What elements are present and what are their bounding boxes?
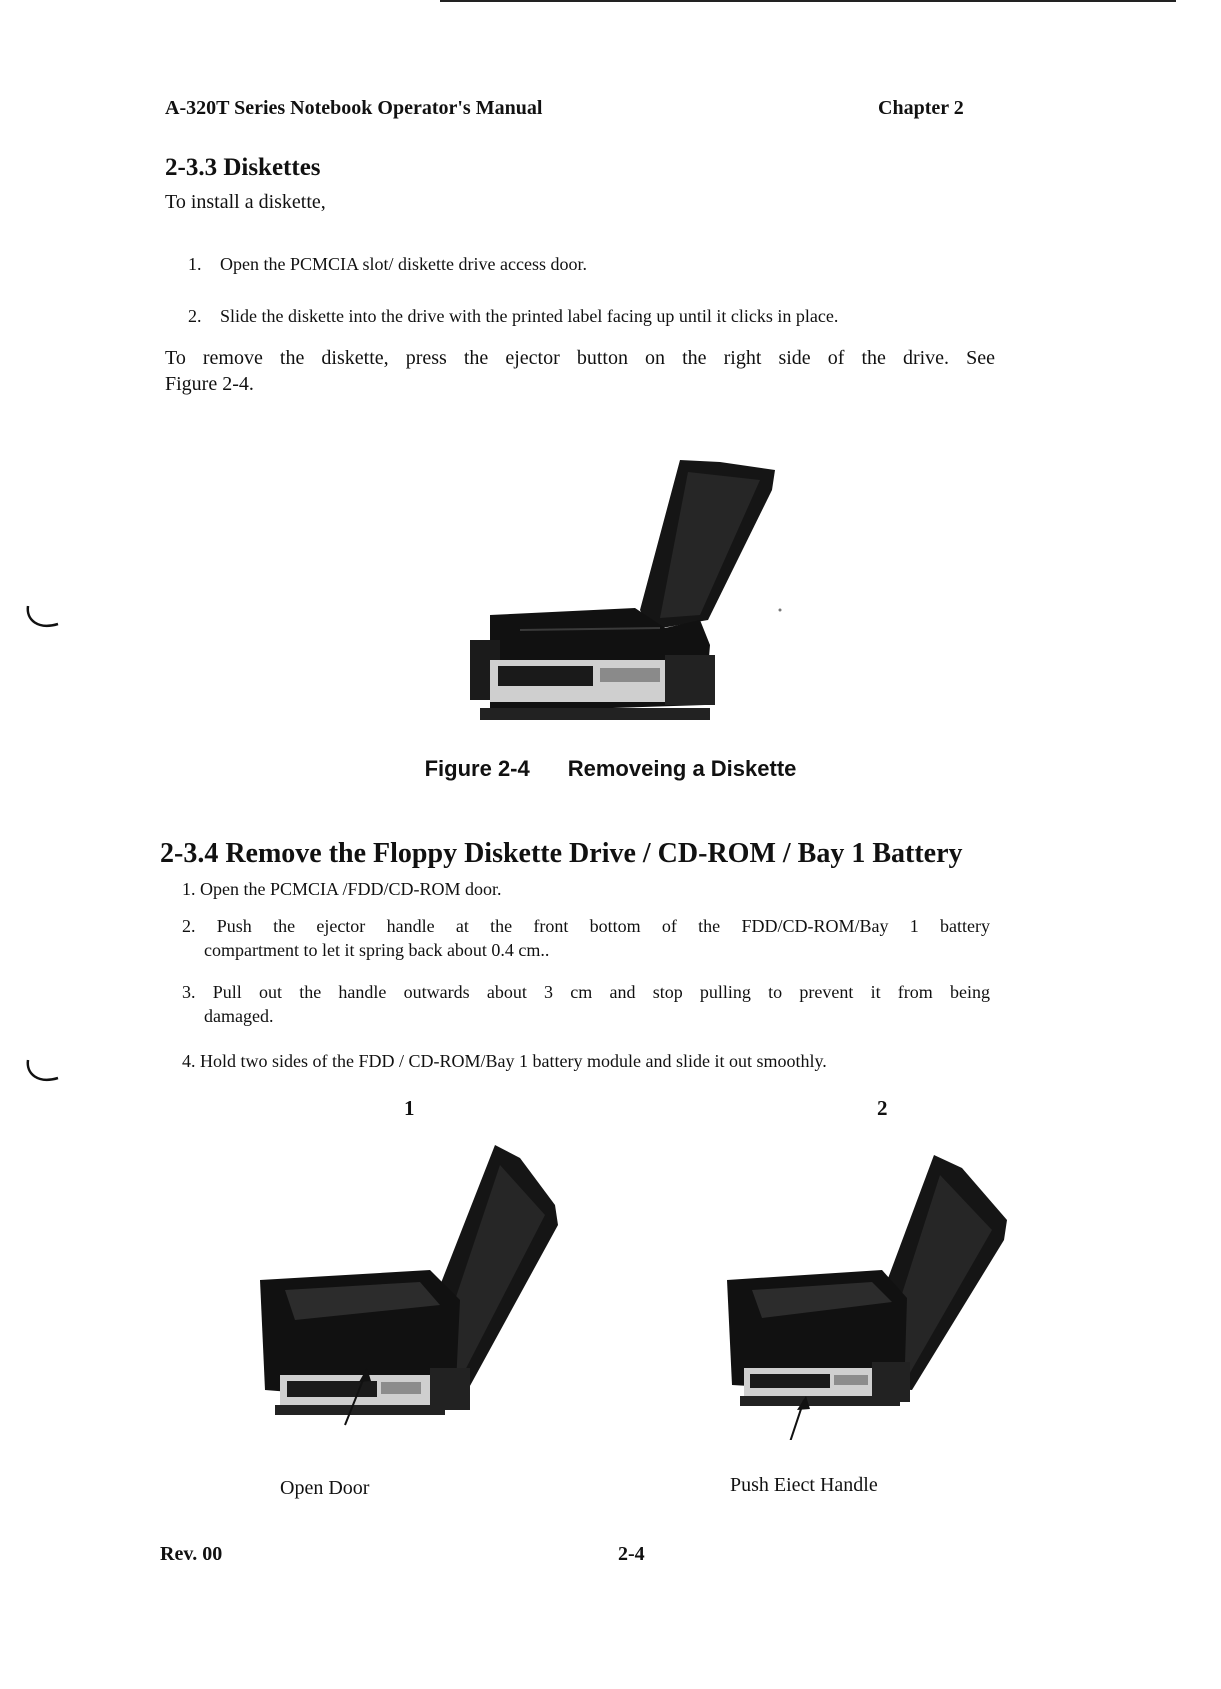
step-text: Hold two sides of the FDD / CD-ROM/Bay 1 battery module and slide it out smoothly.	[200, 1051, 827, 1071]
chapter-label: Chapter 2	[878, 97, 964, 119]
manual-title: A-320T Series Notebook Operator's Manual	[165, 97, 543, 119]
top-rule	[440, 0, 1176, 2]
list-item	[182, 980, 990, 1028]
page-number: 2-4	[618, 1543, 645, 1565]
step-figure-number-1: 1	[404, 1096, 415, 1120]
step-figure-label-2: Push Eiect Handle	[730, 1474, 878, 1496]
figure-caption	[0, 756, 1221, 782]
step-number: 1.	[188, 254, 202, 274]
binder-mark-icon	[24, 604, 64, 634]
step-text-continued: compartment to let it spring back about 0.4 cm..	[204, 940, 550, 960]
step-number: 1.	[182, 879, 196, 899]
step-number: 4.	[182, 1051, 196, 1071]
binder-mark-icon	[24, 1058, 64, 1088]
laptop-push-eject-photo	[722, 1150, 1022, 1440]
list-item	[188, 252, 587, 276]
figure-title: Removeing a Diskette	[567, 756, 797, 781]
laptop-diskette-photo	[460, 450, 790, 725]
section-heading-diskettes: 2-3.3 Diskettes	[165, 154, 321, 181]
remove-line-1: To remove the diskette, press the ejector button on the right side of the drive. See	[165, 347, 995, 369]
step-text: Pull out the handle outwards about 3 cm and stop pulling to prevent it from being	[212, 982, 991, 1002]
list-item	[182, 1049, 827, 1073]
list-item	[188, 304, 838, 328]
revision-label: Rev. 00	[160, 1543, 223, 1565]
remove-paragraph	[165, 345, 995, 397]
step-text: Push the ejector handle at the front bottom of the FDD/CD-ROM/Bay 1 battery	[216, 916, 990, 936]
remove-line-2: Figure 2-4.	[165, 373, 254, 395]
section-heading-remove-drive: 2-3.4 Remove the Floppy Diskette Drive / CD-ROM / Bay 1 Battery	[160, 838, 963, 869]
step-number: 2.	[182, 916, 196, 936]
list-item	[182, 877, 502, 901]
step-text: Slide the diskette into the drive with the printed label facing up until it clicks in place.	[220, 306, 839, 326]
step-text-continued: damaged.	[204, 1006, 274, 1026]
step-figure-label-1: Open Door	[280, 1477, 370, 1499]
figure-number: Figure 2-4	[424, 756, 530, 781]
step-text: Open the PCMCIA /FDD/CD-ROM door.	[200, 879, 502, 899]
step-figure-number-2: 2	[877, 1096, 888, 1120]
step-line	[182, 914, 990, 938]
install-intro: To install a diskette,	[165, 191, 326, 213]
list-item	[182, 914, 990, 962]
step-text: Open the PCMCIA slot/ diskette drive access door.	[220, 254, 587, 274]
step-number: 3.	[182, 982, 196, 1002]
step-number: 2.	[188, 306, 202, 326]
laptop-open-door-photo	[255, 1140, 575, 1440]
step-line	[182, 980, 990, 1004]
